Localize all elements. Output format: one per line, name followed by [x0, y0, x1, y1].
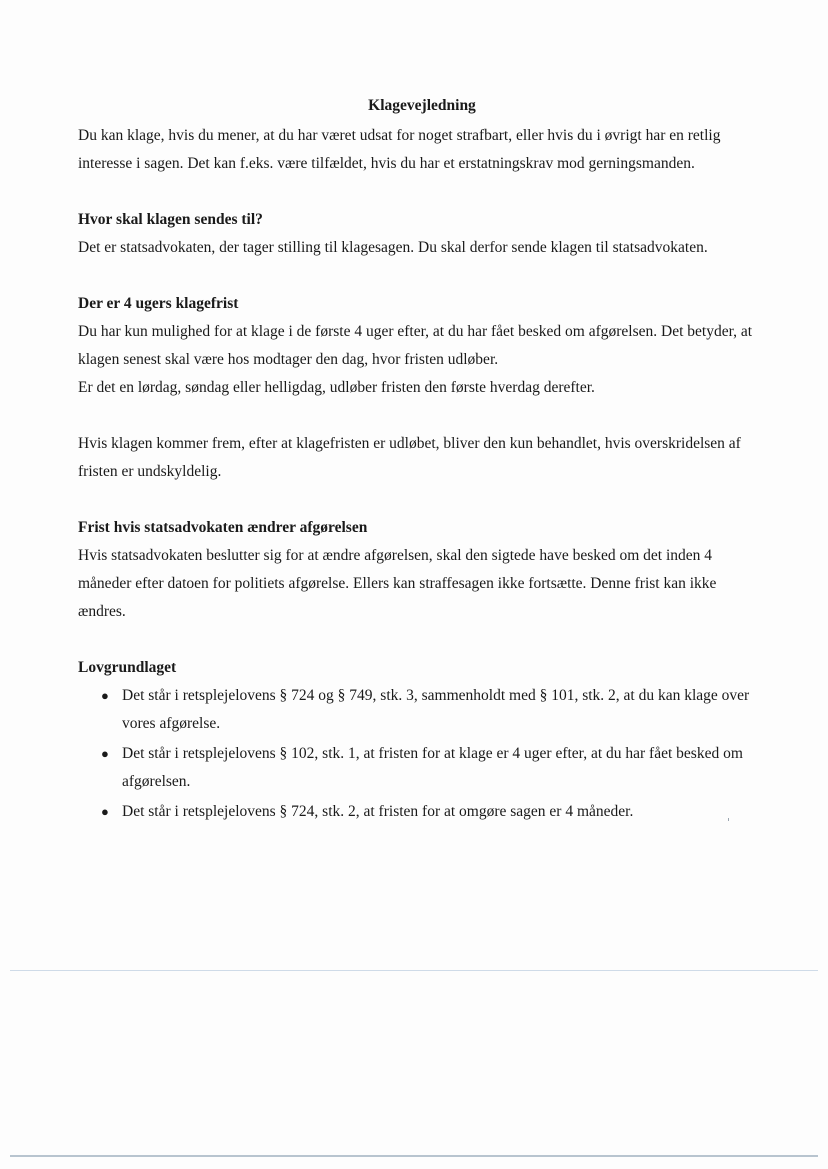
spacer	[78, 626, 758, 654]
list-item-text: Det står i retsplejelovens § 724, stk. 2, at fristen for at omgøre sagen er 4 måneder.	[122, 803, 634, 820]
bullet-icon: ●	[101, 804, 109, 819]
list-item-text: Det står i retsplejelovens § 102, stk. 1, at fristen for at klage er 4 uger efter, at du har fået besked om afgørelsen.	[122, 745, 743, 790]
scan-divider-line	[10, 970, 818, 971]
document-title: Klagevejledning	[368, 97, 476, 114]
document-body	[78, 92, 758, 828]
recipient-heading: Hvor skal klagen sendes til?	[78, 211, 263, 228]
late-complaint-paragraph: Hvis klagen kommer frem, efter at klagefristen er udløbet, bliver den kun behandlet, hvis overskridelsen af fristen er undskyldelig.	[78, 435, 741, 480]
list-item	[101, 682, 758, 738]
scan-bottom-edge	[10, 1155, 818, 1157]
list-item-text: Det står i retsplejelovens § 724 og § 749, stk. 3, sammenholdt med § 101, stk. 2, at du kan klage over vores afgørelse.	[122, 687, 750, 732]
deadline-heading: Der er 4 ugers klagefrist	[78, 295, 239, 312]
list-item	[101, 798, 758, 826]
law-heading: Lovgrundlaget	[78, 659, 177, 676]
spacer	[78, 402, 758, 430]
spacer	[78, 178, 758, 206]
bullet-icon: ●	[101, 688, 109, 703]
intro-paragraph: Du kan klage, hvis du mener, at du har været udsat for noget strafbart, eller hvis du i øvrigt har en retlig interesse i sagen. Det kan f.eks. være tilfældet, hvis du har et erstatningskrav mod gerningsmanden.	[78, 127, 721, 172]
bullet-icon: ●	[101, 746, 109, 761]
spacer	[78, 262, 758, 290]
list-item	[101, 740, 758, 796]
change-heading: Frist hvis statsadvokaten ændrer afgørelsen	[78, 519, 368, 536]
deadline-weekend-paragraph: Er det en lørdag, søndag eller helligdag, udløber fristen den første hverdag derefter.	[78, 379, 595, 396]
deadline-paragraph: Du har kun mulighed for at klage i de første 4 uger efter, at du har fået besked om afgørelsen. Det betyder, at klagen senest skal være hos modtager den dag, hvor fristen udløber.	[78, 323, 753, 368]
recipient-paragraph: Det er statsadvokaten, der tager stilling til klagesagen. Du skal derfor sende klagen til statsadvokaten.	[78, 239, 708, 256]
law-bullet-list	[78, 682, 758, 826]
scan-speck	[728, 818, 729, 821]
change-paragraph: Hvis statsadvokaten beslutter sig for at ændre afgørelsen, skal den sigtede have besked om det inden 4 måneder efter datoen for politiets afgørelse. Ellers kan straffesagen ikke fortsætte. Denne frist kan ikke ændres.	[78, 547, 717, 620]
spacer	[78, 486, 758, 514]
